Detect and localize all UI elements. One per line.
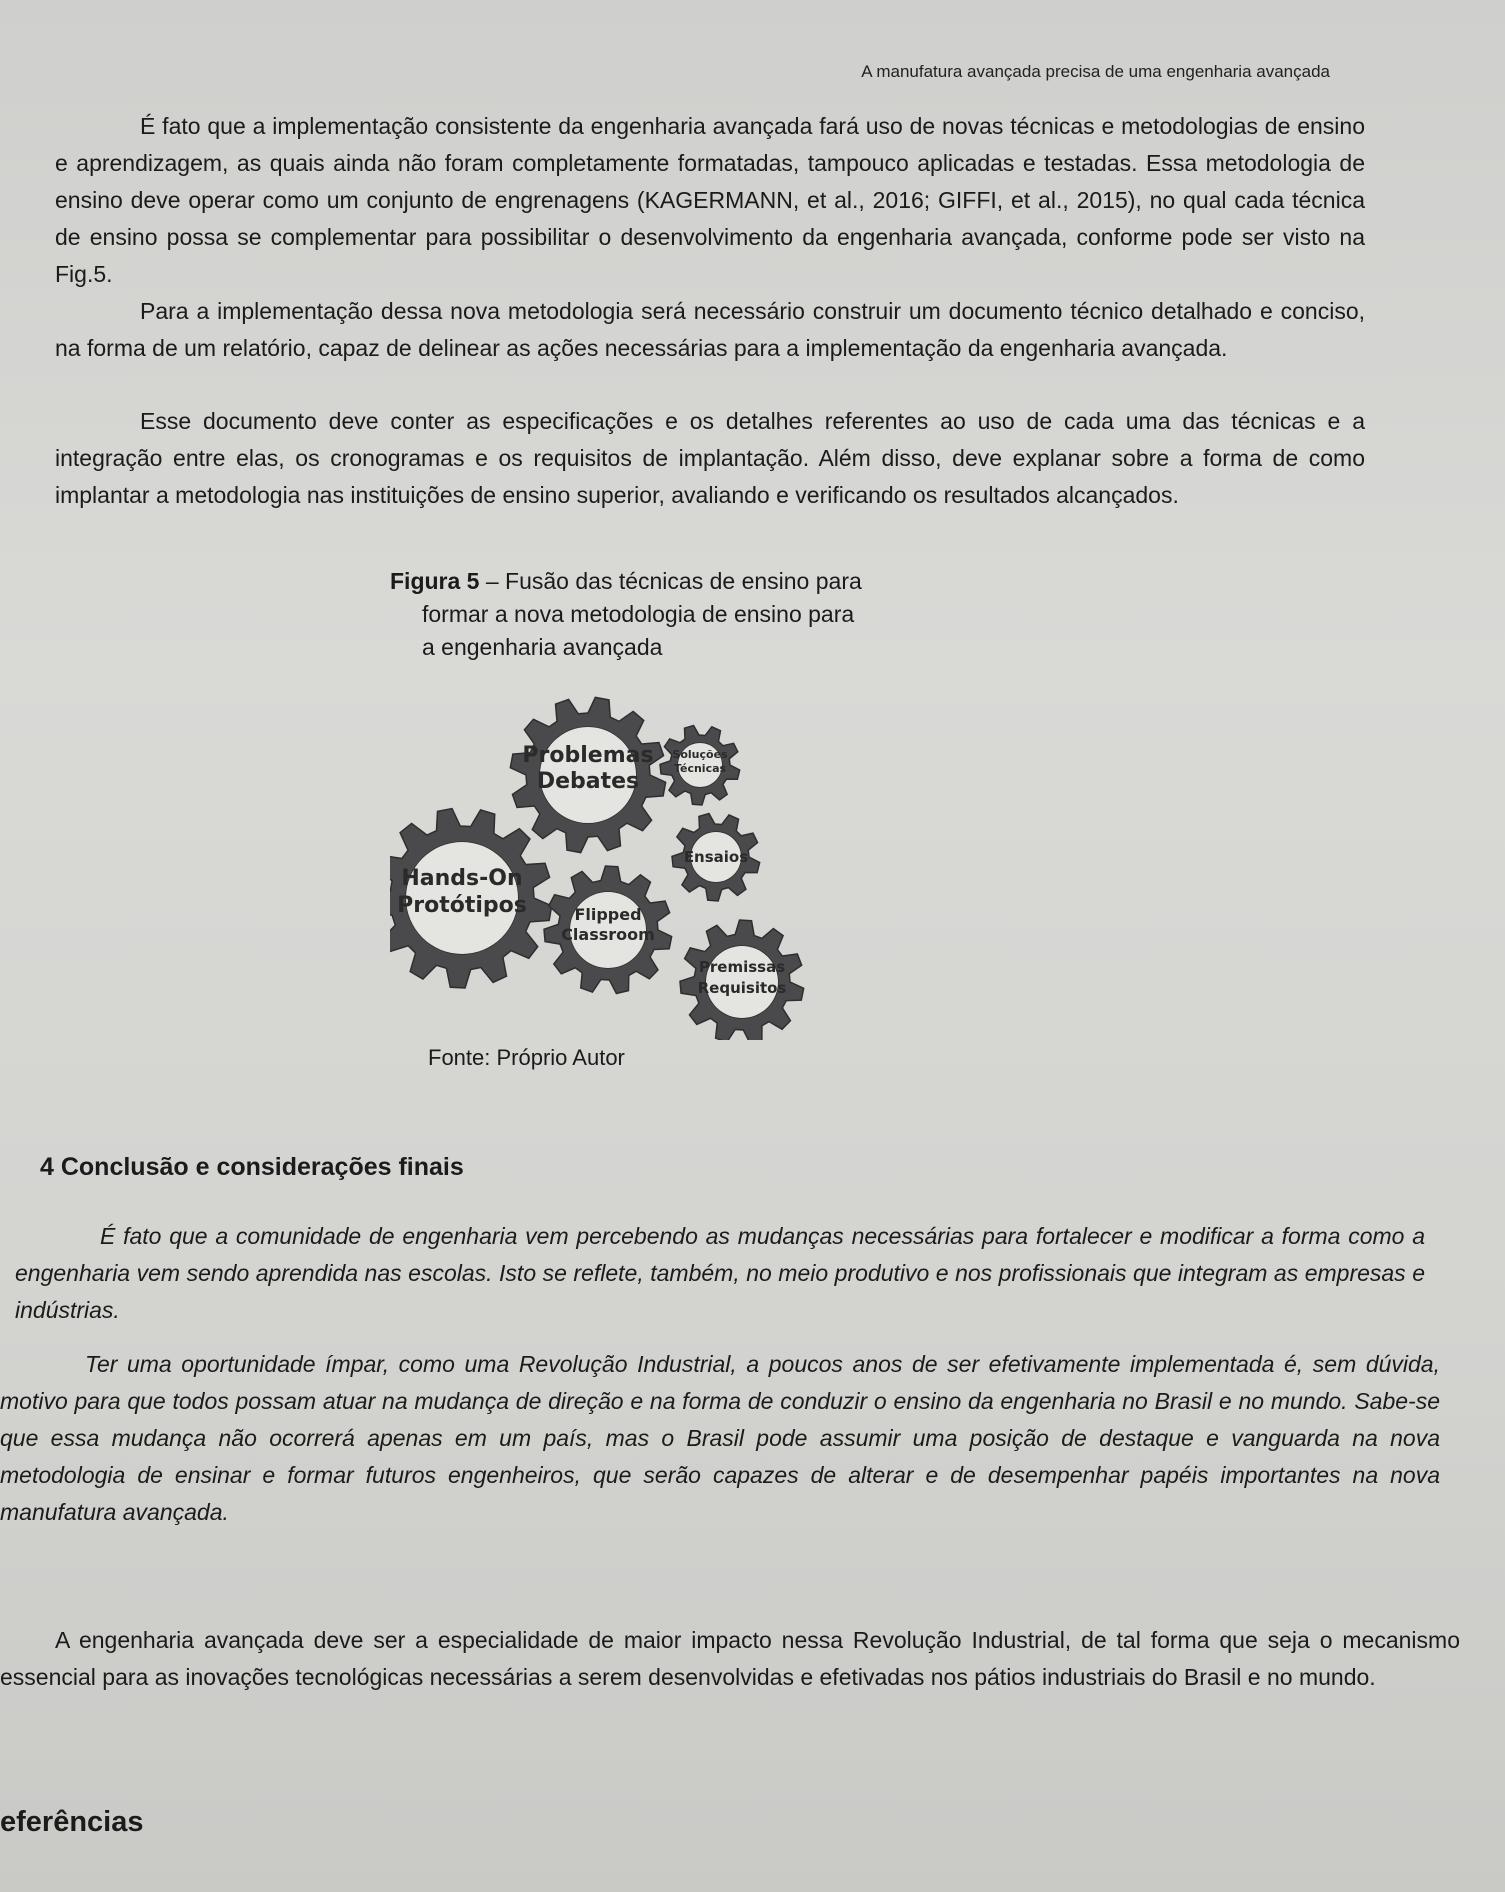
gear-label-requisitos: Requisitos: [697, 979, 787, 997]
conclusion-paragraph-3: A engenharia avançada deve ser a especialidade de maior impacto nessa Revolução Industrial, de tal forma que seja o mecanismo essencial para as inovações tecnológicas necessárias a serem desenvolvidas e efetivadas nos pátios industriais do Brasil e no mundo.: [0, 1627, 1460, 1690]
gear-label-solucoes: Soluções: [672, 748, 728, 761]
gear-label-problemas: Problemas: [522, 743, 654, 768]
paragraph-3: Esse documento deve conter as especificações e os detalhes referentes ao uso de cada uma das técnicas e a integração entre elas, os cronogramas e os requisitos de implantação. Além disso, deve explanar sobre a forma de como implantar a metodologia nas instituições de ensino superior, avaliando e verificando os resultados alcançados.: [55, 408, 1365, 508]
running-header: A manufatura avançada precisa de uma engenharia avançada: [861, 62, 1330, 81]
gear-label-ensaios: Ensaios: [683, 848, 749, 866]
figure-caption-line2: formar a nova metodologia de ensino para: [422, 601, 855, 627]
paragraph-1: É fato que a implementação consistente da engenharia avançada fará uso de novas técnicas e metodologias de ensino e aprendizagem, as quais ainda não foram completamente formatadas, tampouco aplicadas e testadas. Essa metodologia de ensino deve operar como um conjunto de engrenagens (KAGERMANN, et al., 2016; GIFFI, et al., 2015), no qual cada técnica de ensino possa se complementar para possibilitar o desenvolvimento da engenharia avançada, conforme pode ser visto na Fig.5.: [55, 113, 1365, 287]
figure-caption-line1: – Fusão das técnicas de ensino para: [479, 568, 862, 594]
figure-label: Figura 5: [390, 568, 480, 594]
gear-label-premissas: Premissas: [698, 958, 786, 976]
figure-source: Fonte: Próprio Autor: [428, 1045, 625, 1070]
paragraph-2: Para a implementação dessa nova metodologia será necessário construir um documento técnico detalhado e conciso, na forma de um relatório, capaz de delinear as ações necessárias para a implementação da engenharia avançada.: [55, 298, 1365, 361]
conclusion-paragraph-2: Ter uma oportunidade ímpar, como uma Revolução Industrial, a poucos anos de ser efetivamente implementada é, sem dúvida, motivo para que todos possam atuar na mudança de direção e na forma de conduzir o ensino da engenharia no Brasil e no mundo. Sabe-se que essa mudança não ocorrerá apenas em um país, mas o Brasil pode assumir uma posição de destaque e vanguarda na nova metodologia de ensinar e formar futuros engenheiros, que serão capazes de alterar e de desempenhar papéis importantes na nova manufatura avançada.: [0, 1351, 1440, 1525]
gear-label-debates: Debates: [536, 769, 640, 794]
figure-caption: [390, 565, 950, 664]
section-heading: 4 Conclusão e considerações finais: [40, 1153, 464, 1181]
conclusion-paragraph-1: É fato que a comunidade de engenharia vem percebendo as mudanças necessárias para fortalecer e modificar a forma como a engenharia vem sendo aprendida nas escolas. Isto se reflete, também, no meio produtivo e nos profissionais que integram as empresas e indústrias.: [15, 1223, 1425, 1323]
figure-caption-line3: a engenharia avançada: [422, 634, 663, 660]
gear-label-hands-on: Hands-On: [401, 866, 523, 891]
gear-label-classroom: Classroom: [561, 925, 655, 944]
gear-label-flipped: Flipped: [574, 905, 642, 924]
gear-label-prototipos: Protótipos: [397, 893, 527, 918]
references-heading: eferências: [0, 1806, 144, 1838]
gears-figure: [390, 670, 950, 1040]
gear-label-tecnicas: Técnicas: [673, 762, 727, 775]
